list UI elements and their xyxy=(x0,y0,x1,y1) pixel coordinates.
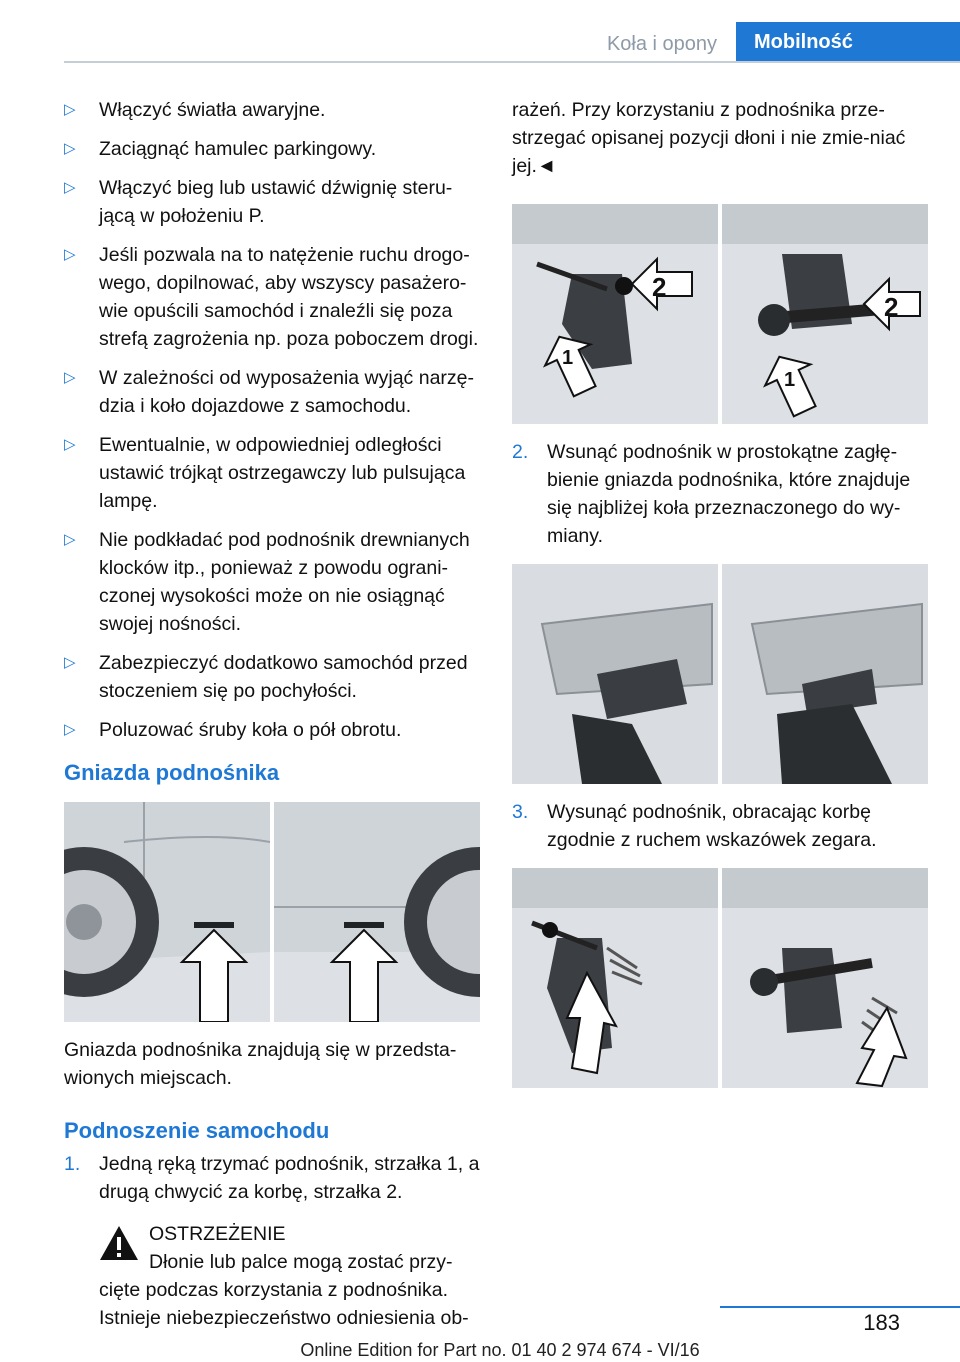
section-title-lifting: Podnoszenie samochodu xyxy=(64,1118,330,1143)
jack-hand-position-illustration xyxy=(512,204,928,424)
list-item: ▷ Zabezpieczyć dodatkowo samochód przed stoczeniem się po pochyłości. xyxy=(64,649,484,705)
section-title-jacking-points: Gniazda podnośnika xyxy=(64,760,280,785)
jacking-points-illustration xyxy=(64,802,480,1022)
jack-insert-illustration xyxy=(512,564,928,784)
warning-text: cięte podczas korzystania z podnośnika. Istnieje niebezpieczeństwo odniesienia ob‐ xyxy=(99,1279,469,1329)
list-item: ▷ Zaciągnąć hamulec parkingowy. xyxy=(64,135,484,163)
header-chapter-tab: Mobilność xyxy=(736,22,960,63)
list-item: ▷ Ewentualnie, w odpowiedniej odległości ustawić trójkąt ostrzegawczy lub pulsująca lampę. xyxy=(64,431,484,515)
step-number: 2. xyxy=(512,441,529,463)
right-column xyxy=(512,96,932,1088)
safety-checklist xyxy=(64,96,484,744)
warning-title: OSTRZEŻENIE xyxy=(149,1223,286,1245)
list-item: ▷ Poluzować śruby koła o pół obrotu. xyxy=(64,716,484,744)
warning-block xyxy=(64,1220,484,1332)
triangle-bullet-icon: ▷ xyxy=(64,654,76,671)
header-section-title: Koła i opony xyxy=(606,33,718,55)
warning-text-continued: rażeń. Przy korzystaniu z podnośnika prze‐strzegać opisanej pozycji dłoni i nie zmie‐niać jej.◄ xyxy=(512,99,906,177)
step-number: 3. xyxy=(512,801,529,823)
left-column xyxy=(64,96,484,1332)
list-item: ▷ Nie podkładać pod podnośnik drewnianych klocków itp., ponieważ z powodu ograni‐czonej wysokości może on nie osiągnąć swojej nośności. xyxy=(64,526,484,638)
footer-rule xyxy=(720,1306,960,1308)
edition-footer: Online Edition for Part no. 01 40 2 974 674 - VI/16 xyxy=(300,1340,700,1360)
jack-position-figure xyxy=(512,204,928,424)
triangle-bullet-icon: ▷ xyxy=(64,140,76,157)
list-item: ▷ W zależności od wyposażenia wyjąć narzę‐dzia i koło dojazdowe z samochodu. xyxy=(64,364,484,420)
jack-insert-figure xyxy=(512,564,928,784)
triangle-bullet-icon: ▷ xyxy=(64,179,76,196)
jacking-points-figure xyxy=(64,802,480,1022)
warning-text-line1: Dłonie lub palce mogą zostać przy‐ xyxy=(149,1251,453,1273)
triangle-bullet-icon: ▷ xyxy=(64,101,76,118)
fig-label-arrow-2-left: 2 xyxy=(652,272,667,302)
triangle-bullet-icon: ▷ xyxy=(64,721,76,738)
fig-label-arrow-2-right: 2 xyxy=(884,292,899,322)
jacking-points-text: Gniazda podnośnika znajdują się w przedsta‐wionych miejscach. xyxy=(64,1039,457,1089)
list-item: ▷ Włączyć bieg lub ustawić dźwignię steru‐jącą w położeniu P. xyxy=(64,174,484,230)
fig-label-arrow-1-left: 1 xyxy=(562,347,574,369)
list-item: ▷ Włączyć światła awaryjne. xyxy=(64,96,484,124)
step-3: 3. Wysunąć podnośnik, obracając korbę zgodnie z ruchem wskazówek zegara. xyxy=(512,798,932,854)
jack-crank-illustration xyxy=(512,868,928,1088)
step-number: 1. xyxy=(64,1153,81,1175)
warning-triangle-icon xyxy=(99,1225,139,1261)
step-2: 2. Wsunąć podnośnik w prostokątne zagłę‐bienie gniazda podnośnika, które znajduje się najbliżej koła przeznaczonego do wy‐miany. xyxy=(512,438,932,550)
fig-label-arrow-1-right: 1 xyxy=(784,369,796,391)
page-number: 183 xyxy=(863,1310,900,1335)
list-item: ▷ Jeśli pozwala na to natężenie ruchu drogo‐wego, dopilnować, aby wszyscy pasażero‐wie opuścili samochód i znaleźli się poza strefą zagrożenia np. poza poboczem drogi. xyxy=(64,241,484,353)
header-rule xyxy=(64,61,960,63)
triangle-bullet-icon: ▷ xyxy=(64,246,76,263)
step-1: 1. Jedną ręką trzymać podnośnik, strzałka 1, a drugą chwycić za korbę, strzałka 2. xyxy=(64,1150,484,1206)
triangle-bullet-icon: ▷ xyxy=(64,436,76,453)
triangle-bullet-icon: ▷ xyxy=(64,531,76,548)
jack-crank-figure xyxy=(512,868,928,1088)
triangle-bullet-icon: ▷ xyxy=(64,369,76,386)
